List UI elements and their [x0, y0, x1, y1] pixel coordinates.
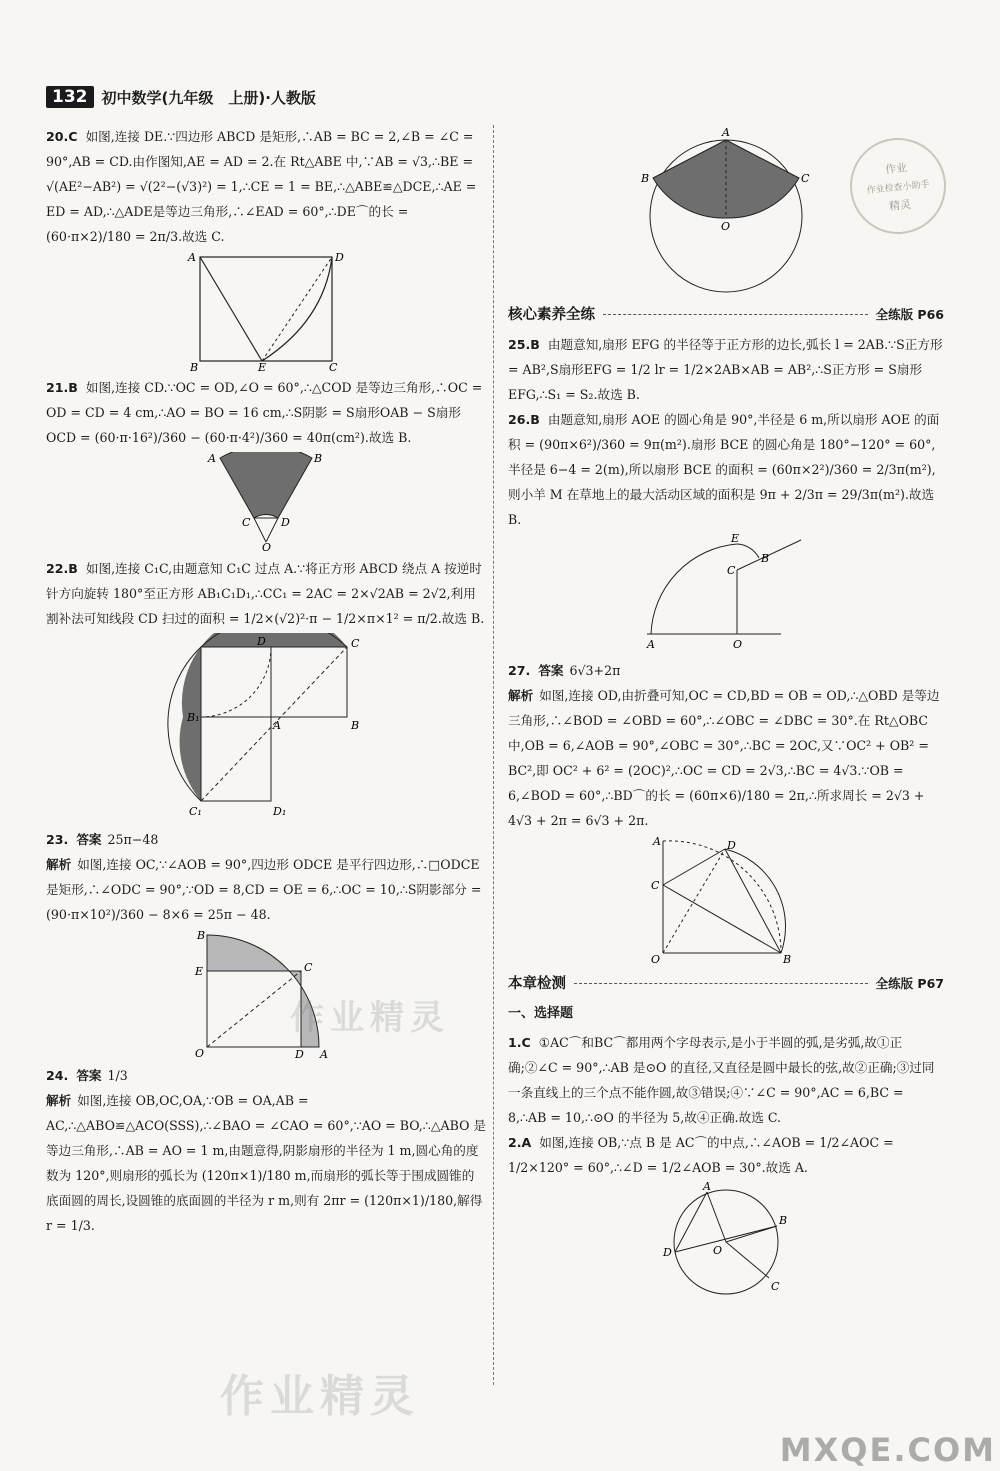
- svg-text:C: C: [727, 564, 736, 577]
- question-24: 24. 答案 1/3 解析 如图,连接 OB,OC,OA,∵OB = OA,AB = AC,∴△ABO≌△ACO(SSS),∴∠BAO = ∠CAO = 60°,∵AO = BO,∴△ABO 是等边三角形,∴AB = AO = 1 m,由题意得,阴影扇形的半径为 1 m,圆心角的度数为 120°,则扇形的弧长为 (120π×1)/180 m,而扇形的弧长等于围成圆锥的底面圆的周长,设圆锥的底面圆的半径为 r m,则有 2πr = (120π×1)/180,解得 r = 1/3.: [46, 1068, 487, 1233]
- site-watermark: MXQE.COM: [779, 1431, 996, 1469]
- svg-text:B: B: [197, 929, 206, 942]
- svg-text:C: C: [651, 879, 660, 892]
- svg-text:O: O: [651, 953, 661, 965]
- figure-27: [651, 835, 801, 965]
- svg-text:A: A: [320, 1048, 328, 1059]
- question-21: 21.B 如图,连接 CD.∵OC = OD,∠O = 60°,∴△COD 是等边三角形,∴OC = OD = CD = 4 cm,∴AO = BO = 16 cm,∴S阴影 = S扇形OAB − S扇形OCD = (60·π·16²)/360 − (60·π·4²)/360 = 40π(cm²).故选 B.: [46, 380, 483, 445]
- svg-text:D: D: [727, 839, 736, 852]
- left-column: [46, 124, 486, 1238]
- page-number: 132: [46, 86, 94, 108]
- svg-text:B: B: [190, 361, 199, 371]
- question-22: 22.B 如图,连接 C₁C,由题意知 C₁C 过点 A.∵将正方形 ABCD 绕点 A 按逆时针方向旋转 180°至正方形 AB₁C₁D₁,∴CC₁ = 2AC = 2×√2AB = 2√2,利用割补法可知线段 CD 扫过的面积 = 1/2×(√2)²·π − 1/2×π×1² = π/2.故选 B.: [46, 561, 485, 626]
- svg-text:A: A: [653, 835, 661, 848]
- watermark-2: 作业精灵: [220, 1371, 420, 1422]
- svg-text:O: O: [733, 638, 743, 651]
- svg-text:D: D: [281, 516, 290, 529]
- svg-text:C: C: [351, 637, 360, 650]
- svg-text:D₁: D₁: [273, 805, 287, 818]
- svg-text:O: O: [713, 1244, 723, 1257]
- svg-text:D: D: [335, 251, 344, 264]
- svg-text:C: C: [304, 961, 313, 974]
- svg-text:B: B: [314, 452, 323, 465]
- svg-text:B: B: [351, 719, 360, 732]
- svg-text:A: A: [703, 1182, 711, 1193]
- svg-text:B: B: [641, 172, 650, 185]
- figure-24: [641, 126, 811, 296]
- question-26: 26.B 由题意知,扇形 AOE 的圆心角是 90°,半径是 6 m,所以扇形 AOE 的面积 = (90π×6²)/360 = 9π(m²).扇形 BCE 的圆心角是 180°−120° = 60°,半径是 6−4 = 2(m),所以扇形 BCE 的面积 = (60π×2²)/360 = 2/3π(m²),则小羊 M 在草地上的最大活动区域的面积是 9π + 2/3π = 29/3π(m²).故选 B.: [508, 412, 940, 527]
- svg-text:O: O: [262, 541, 272, 552]
- svg-text:A: A: [208, 452, 216, 465]
- svg-text:A: A: [188, 251, 196, 264]
- svg-text:B: B: [779, 1214, 788, 1227]
- figure-choice-2: [651, 1182, 801, 1298]
- section-chapter-test: 本章检测 全练版 P67: [508, 976, 944, 992]
- svg-text:C: C: [242, 516, 251, 529]
- question-27: 27. 答案 6√3+2π 解析 如图,连接 OD,由折叠可知,OC = CD,BD = OB = OD,∴△OBD 是等边三角形,∴∠BOD = ∠OBD = 60°,∴∠OBC = ∠DBC = 30°.在 Rt△OBC 中,OB = 6,∠AOB = 90°,∠OBC = 30°,∴BC = 2OC,又∵OC² + OB² = BC²,即 OC² + 6² = (2OC)²,∴OC = CD = 2√3,∴BC = 4√3.∵OB = 6,∠BOD = 60°,∴BD⌒的长 = (60π×6)/180 = 2π,∴所求周长 = 2√3 + 4√3 + 2π = 6√3 + 2π.: [508, 663, 940, 828]
- svg-text:E: E: [195, 965, 204, 978]
- svg-text:E: E: [731, 534, 740, 545]
- subsection-choice: 一、选择题: [508, 1006, 574, 1021]
- page-header: [46, 86, 316, 108]
- svg-text:D: D: [663, 1246, 672, 1259]
- choice-1: 1.C ①AC⌒和BC⌒都用两个字母表示,是小于半圆的弧,是劣弧,故①正确;②∠C = 90°,∴AB 是⊙O 的直径,又直径是圆中最长的弦,故②正确;③过同一条直线上的三个点不能作圆,故③错误;④∵∠C = 90°,AC = 6,BC = 8,∴AB = 10,∴⊙O 的半径为 5,故④正确.故选 C.: [508, 1035, 935, 1125]
- svg-text:B: B: [761, 552, 770, 565]
- svg-text:D: D: [257, 635, 266, 648]
- svg-text:C₁: C₁: [189, 805, 202, 818]
- svg-text:A: A: [273, 719, 281, 732]
- svg-text:D: D: [295, 1048, 304, 1059]
- svg-text:C: C: [801, 172, 810, 185]
- svg-text:A: A: [647, 638, 655, 651]
- svg-text:A: A: [722, 126, 730, 139]
- figure-21: [206, 452, 326, 552]
- watermark-1: 作业精灵: [290, 998, 450, 1038]
- figure-22: [151, 633, 381, 823]
- svg-text:C: C: [329, 361, 338, 371]
- choice-2: 2.A 如图,连接 OB,∵点 B 是 AC⌒的中点,∴∠AOB = 1/2∠AOC = 1/2×120° = 60°,∴∠D = 1/2∠AOB = 30°.故选 A.: [508, 1135, 894, 1175]
- svg-text:B: B: [783, 953, 792, 965]
- svg-text:C: C: [771, 1280, 780, 1293]
- homework-stamp: 作业 作业检查小助手 精灵: [845, 133, 951, 239]
- section-core-literacy: 核心素养全练 全练版 P66: [508, 307, 944, 323]
- column-divider: [493, 125, 494, 1385]
- question-20: 20.C 如图,连接 DE.∵四边形 ABCD 是矩形,∴AB = BC = 2,∠B = ∠C = 90°,AB = CD.由作图知,AE = AD = 2.在 Rt△ABE 中,∵AB = √3,∴BE = √(AE²−AB²) = √(2²−(√3)²) = 1,∴CE = 1 = BE,∴△ABE≌△DCE,∴AE = ED = AD,∴△ADE是等边三角形,∴∠EAD = 60°,∴DE⌒的长 = (60·π×2)/180 = 2π/3.故选 C.: [46, 129, 477, 244]
- question-23: 23. 答案 25π−48 解析 如图,连接 OC,∵∠AOB = 90°,四边形 ODCE 是平行四边形,∴□ODCE 是矩形,∴∠ODC = 90°,∵OD = 8,CD = OE = 6,∴OC = 10,∴S阴影部分 = (90·π×10²)/360 − 8×6 = 25π − 48.: [46, 832, 482, 922]
- figure-20: [186, 251, 346, 371]
- svg-text:O: O: [721, 220, 731, 233]
- svg-text:E: E: [258, 361, 267, 371]
- book-title: 初中数学(九年级 上册)·人教版: [101, 88, 316, 107]
- figure-26: [641, 534, 811, 654]
- right-column: [508, 124, 944, 1302]
- svg-text:B₁: B₁: [187, 711, 200, 724]
- svg-text:O: O: [195, 1047, 205, 1059]
- question-25: 25.B 由题意知,扇形 EFG 的半径等于正方形的边长,弧长 l = 2AB.∵S正方形 = AB²,S扇形EFG = 1/2 lr = 1/2×2AB×AB = AB²,∴S正方形 = S扇形EFG,∴S₁ = S₂.故选 B.: [508, 337, 943, 402]
